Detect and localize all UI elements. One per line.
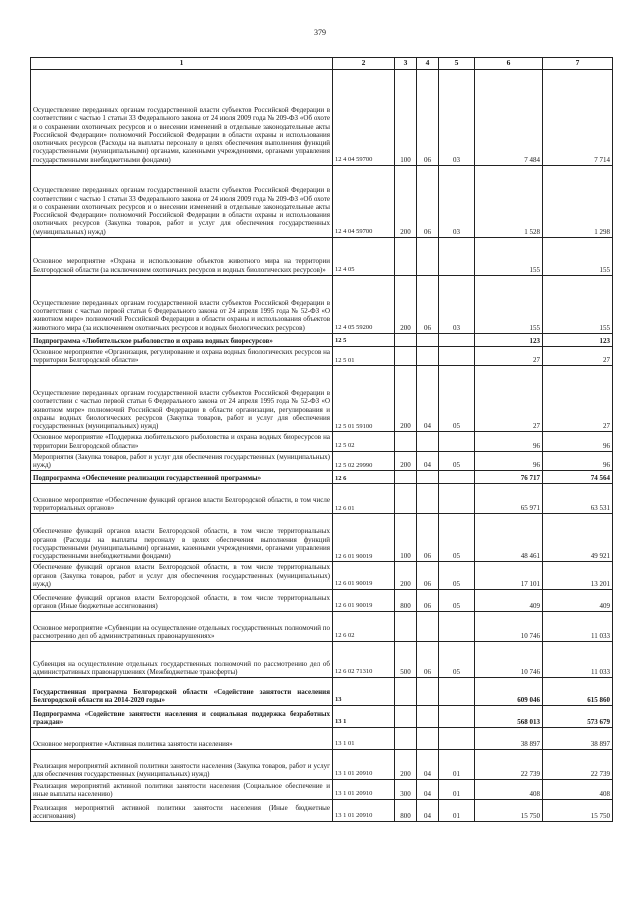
table-row: [31, 451, 613, 471]
row-section-cell: [417, 333, 439, 346]
row-amount-year2-cell: 7 714: [543, 69, 613, 165]
row-amount-year1-cell: 27: [475, 346, 543, 366]
row-amount-year2-cell: 13 201: [543, 562, 613, 590]
table-row: [31, 750, 613, 780]
row-subsection-cell: 01: [439, 750, 475, 780]
row-section-cell: 04: [417, 800, 439, 822]
row-amount-year1-cell: 10 746: [475, 612, 543, 642]
row-code-cell: 13 1: [333, 706, 395, 728]
row-subsection-cell: 03: [439, 69, 475, 165]
row-amount-year1-cell: 96: [475, 432, 543, 452]
row-amount-year2-cell: 63 531: [543, 484, 613, 514]
row-name-cell: Подпрограмма «Любительское рыболовство и охрана водных биоресурсов»: [31, 333, 333, 346]
row-code-cell: 12 4 04 59700: [333, 165, 395, 237]
table-row: [31, 642, 613, 678]
row-subsection-cell: [439, 728, 475, 750]
table-row: [31, 514, 613, 562]
row-expense-type-cell: 300: [395, 780, 417, 800]
row-amount-year2-cell: 1 298: [543, 165, 613, 237]
row-section-cell: [417, 237, 439, 275]
header-col-7: 7: [543, 58, 613, 70]
row-amount-year2-cell: 15 750: [543, 800, 613, 822]
row-amount-year2-cell: 123: [543, 333, 613, 346]
table-row: [31, 562, 613, 590]
row-amount-year2-cell: 155: [543, 237, 613, 275]
row-section-cell: 04: [417, 750, 439, 780]
row-amount-year1-cell: 155: [475, 275, 543, 333]
row-subsection-cell: 01: [439, 780, 475, 800]
row-section-cell: 06: [417, 562, 439, 590]
row-amount-year2-cell: 408: [543, 780, 613, 800]
table-row: [31, 237, 613, 275]
table-row: [31, 432, 613, 452]
row-amount-year1-cell: 568 013: [475, 706, 543, 728]
table-row: [31, 484, 613, 514]
row-name-cell: Основное мероприятие «Субвенции на осуществление отдельных государственных полномочий по рассмотрению дел об административных правонарушениях»: [31, 612, 333, 642]
row-expense-type-cell: [395, 333, 417, 346]
row-subsection-cell: 01: [439, 800, 475, 822]
row-expense-type-cell: 800: [395, 590, 417, 612]
row-section-cell: 06: [417, 165, 439, 237]
row-name-cell: Осуществление переданных органам государственной власти субъектов Российской Федерации в соответствии с частью первой статьи 6 Федерального закона от 24 апреля 1995 года № 52-ФЗ «О животном мире» полномочий Российской Федерации в области организации, регулирования и охраны водных биологических ресурсов (Закупка товаров, работ и услуг для обеспечения государственных (муниципальных) нужд): [31, 366, 333, 432]
row-amount-year2-cell: 573 679: [543, 706, 613, 728]
page-number: 379: [314, 28, 326, 37]
row-section-cell: [417, 612, 439, 642]
row-code-cell: 12 6 01 90019: [333, 590, 395, 612]
row-code-cell: 12 6 01 90019: [333, 562, 395, 590]
row-section-cell: [417, 471, 439, 484]
row-code-cell: 13 1 01 20910: [333, 750, 395, 780]
row-amount-year2-cell: 11 033: [543, 642, 613, 678]
row-code-cell: 13 1 01 20910: [333, 800, 395, 822]
row-expense-type-cell: 100: [395, 514, 417, 562]
table-row: [31, 346, 613, 366]
row-code-cell: 12 4 05: [333, 237, 395, 275]
row-amount-year2-cell: 615 860: [543, 678, 613, 706]
row-expense-type-cell: [395, 612, 417, 642]
row-expense-type-cell: 800: [395, 800, 417, 822]
row-section-cell: 04: [417, 451, 439, 471]
row-code-cell: 12 5 01: [333, 346, 395, 366]
row-section-cell: [417, 346, 439, 366]
row-expense-type-cell: [395, 706, 417, 728]
row-subsection-cell: [439, 612, 475, 642]
row-name-cell: Основное мероприятие «Обеспечение функций органов власти Белгородской области, в том числе территориальных органов»: [31, 484, 333, 514]
row-expense-type-cell: 500: [395, 642, 417, 678]
row-subsection-cell: [439, 678, 475, 706]
row-name-cell: Подпрограмма «Обеспечение реализации государственной программы»: [31, 471, 333, 484]
row-amount-year2-cell: 96: [543, 451, 613, 471]
table-row: [31, 612, 613, 642]
row-code-cell: 12 6: [333, 471, 395, 484]
row-amount-year1-cell: 1 528: [475, 165, 543, 237]
row-subsection-cell: [439, 346, 475, 366]
row-name-cell: Субвенция на осуществление отдельных государственных полномочий по рассмотрению дел об административных правонарушениях (Межбюджетные трансферты): [31, 642, 333, 678]
row-code-cell: 12 5 02: [333, 432, 395, 452]
row-subsection-cell: 05: [439, 451, 475, 471]
row-section-cell: 06: [417, 590, 439, 612]
header-col-4: 4: [417, 58, 439, 70]
row-subsection-cell: 05: [439, 366, 475, 432]
row-name-cell: Реализация мероприятий активной политики занятости населения (Закупка товаров, работ и услуг для обеспечения государственных (муниципальных) нужд): [31, 750, 333, 780]
row-name-cell: Основное мероприятие «Поддержка любительского рыболовства и охрана водных биоресурсов на территории Белгородской области»: [31, 432, 333, 452]
table-row: [31, 706, 613, 728]
row-amount-year1-cell: 155: [475, 237, 543, 275]
row-section-cell: 06: [417, 69, 439, 165]
row-amount-year1-cell: 76 717: [475, 471, 543, 484]
row-name-cell: Осуществление переданных органам государственной власти субъектов Российской Федерации в соответствии с частью первой статьи 6 Федерального закона от 24 апреля 1995 года № 52-ФЗ «О животном мире» полномочий Российской Федерации в области охраны и использования объектов животного мира (за исключением охотничьих ресурсов и водных биологических ресурсов): [31, 275, 333, 333]
row-code-cell: 12 4 04 59700: [333, 69, 395, 165]
header-col-6: 6: [475, 58, 543, 70]
row-amount-year2-cell: 409: [543, 590, 613, 612]
header-col-5: 5: [439, 58, 475, 70]
row-name-cell: Обеспечение функций органов власти Белгородской области, в том числе территориальных органов (Расходы на выплаты персоналу в целях обеспечения выполнения функций государственными (муниципальными) органами, казенными учреждениями, органами управления государственными внебюджетными фондами): [31, 514, 333, 562]
row-code-cell: 12 6 01 90019: [333, 514, 395, 562]
row-section-cell: 06: [417, 642, 439, 678]
row-name-cell: Осуществление переданных органам государственной власти субъектов Российской Федерации в соответствии с частью 1 статьи 33 Федерального закона от 24 июля 2009 года № 209-ФЗ «Об охоте и о сохранении охотничьих ресурсов и о внесении изменений в отдельные законодательные акты Российской Федерации» полномочий Российской Федерации в области охраны и использования охотничьих ресурсов (Закупка товаров, работ и услуг для обеспечения государственных (муниципальных) нужд): [31, 165, 333, 237]
row-section-cell: 04: [417, 780, 439, 800]
row-name-cell: Обеспечение функций органов власти Белгородской области, в том числе территориальных органов (Закупка товаров, работ и услуг для обеспечения государственных (муниципальных) нужд): [31, 562, 333, 590]
row-name-cell: Мероприятия (Закупка товаров, работ и услуг для обеспечения государственных (муниципальных) нужд): [31, 451, 333, 471]
row-amount-year2-cell: 27: [543, 366, 613, 432]
table-row: [31, 275, 613, 333]
row-amount-year2-cell: 155: [543, 275, 613, 333]
row-subsection-cell: 05: [439, 590, 475, 612]
row-subsection-cell: [439, 237, 475, 275]
row-subsection-cell: [439, 432, 475, 452]
row-expense-type-cell: 200: [395, 275, 417, 333]
row-name-cell: Реализация мероприятий активной политики занятости населения (Иные бюджетные ассигнования): [31, 800, 333, 822]
row-subsection-cell: 05: [439, 562, 475, 590]
row-amount-year2-cell: 11 033: [543, 612, 613, 642]
row-subsection-cell: 05: [439, 642, 475, 678]
row-amount-year1-cell: 7 484: [475, 69, 543, 165]
table-row: [31, 728, 613, 750]
row-name-cell: Реализация мероприятий активной политики занятости населения (Социальное обеспечение и иные выплаты населению): [31, 780, 333, 800]
row-subsection-cell: 03: [439, 275, 475, 333]
table-row: [31, 165, 613, 237]
row-subsection-cell: [439, 471, 475, 484]
row-code-cell: 12 6 02 71310: [333, 642, 395, 678]
header-col-3: 3: [395, 58, 417, 70]
row-section-cell: [417, 484, 439, 514]
row-section-cell: 06: [417, 514, 439, 562]
row-amount-year1-cell: 22 739: [475, 750, 543, 780]
row-code-cell: 12 6 01: [333, 484, 395, 514]
row-amount-year1-cell: 17 101: [475, 562, 543, 590]
row-code-cell: 13 1 01: [333, 728, 395, 750]
row-subsection-cell: [439, 706, 475, 728]
budget-table: [30, 57, 613, 822]
row-code-cell: 12 5: [333, 333, 395, 346]
row-expense-type-cell: [395, 678, 417, 706]
table-row: [31, 366, 613, 432]
row-expense-type-cell: 200: [395, 750, 417, 780]
row-section-cell: 04: [417, 366, 439, 432]
row-name-cell: Государственная программа Белгородской области «Содействие занятости населения Белгородской области на 2014-2020 годы»: [31, 678, 333, 706]
row-subsection-cell: [439, 484, 475, 514]
row-amount-year1-cell: 96: [475, 451, 543, 471]
row-section-cell: 06: [417, 275, 439, 333]
table-row: [31, 333, 613, 346]
table-row: [31, 780, 613, 800]
row-code-cell: 12 5 01 59100: [333, 366, 395, 432]
row-amount-year1-cell: 65 971: [475, 484, 543, 514]
row-expense-type-cell: [395, 484, 417, 514]
row-name-cell: Подпрограмма «Содействие занятости населения и социальная поддержка безработных граждан»: [31, 706, 333, 728]
row-expense-type-cell: [395, 471, 417, 484]
row-expense-type-cell: 200: [395, 562, 417, 590]
row-name-cell: Обеспечение функций органов власти Белгородской области, в том числе территориальных органов (Иные бюджетные ассигнования): [31, 590, 333, 612]
row-amount-year1-cell: 15 750: [475, 800, 543, 822]
row-subsection-cell: 03: [439, 165, 475, 237]
row-expense-type-cell: 200: [395, 165, 417, 237]
row-amount-year2-cell: 96: [543, 432, 613, 452]
header-col-2: 2: [333, 58, 395, 70]
row-expense-type-cell: 100: [395, 69, 417, 165]
table-header-row: [31, 58, 613, 70]
row-name-cell: Основное мероприятие «Организация, регулирование и охрана водных биологических ресурсов на территории Белгородской области»: [31, 346, 333, 366]
table-row: [31, 590, 613, 612]
row-code-cell: 12 5 02 29990: [333, 451, 395, 471]
row-code-cell: 13 1 01 20910: [333, 780, 395, 800]
row-section-cell: [417, 432, 439, 452]
row-expense-type-cell: [395, 346, 417, 366]
row-amount-year2-cell: 49 921: [543, 514, 613, 562]
row-amount-year1-cell: 38 897: [475, 728, 543, 750]
row-amount-year1-cell: 609 046: [475, 678, 543, 706]
row-name-cell: Основное мероприятие «Активная политика занятости населения»: [31, 728, 333, 750]
row-amount-year2-cell: 38 897: [543, 728, 613, 750]
table-body: [31, 69, 613, 821]
row-code-cell: 12 4 05 59200: [333, 275, 395, 333]
row-amount-year2-cell: 74 564: [543, 471, 613, 484]
header-col-1: 1: [31, 58, 333, 70]
row-code-cell: 12 6 02: [333, 612, 395, 642]
row-section-cell: [417, 706, 439, 728]
table-row: [31, 678, 613, 706]
row-amount-year1-cell: 10 746: [475, 642, 543, 678]
row-subsection-cell: [439, 333, 475, 346]
row-amount-year2-cell: 27: [543, 346, 613, 366]
row-section-cell: [417, 728, 439, 750]
row-amount-year1-cell: 408: [475, 780, 543, 800]
row-subsection-cell: 05: [439, 514, 475, 562]
table-row: [31, 471, 613, 484]
row-expense-type-cell: [395, 237, 417, 275]
row-amount-year1-cell: 27: [475, 366, 543, 432]
row-name-cell: Основное мероприятие «Охрана и использование объектов животного мира на территории Белгородской области (за исключением охотничьих ресурсов и водных биологических ресурсов)»: [31, 237, 333, 275]
row-amount-year1-cell: 48 461: [475, 514, 543, 562]
table-row: [31, 69, 613, 165]
row-expense-type-cell: 200: [395, 366, 417, 432]
row-expense-type-cell: [395, 432, 417, 452]
row-expense-type-cell: 200: [395, 451, 417, 471]
row-expense-type-cell: [395, 728, 417, 750]
row-name-cell: Осуществление переданных органам государственной власти субъектов Российской Федерации в соответствии с частью 1 статьи 33 Федерального закона от 24 июля 2009 года № 209-ФЗ «Об охоте и о сохранении охотничьих ресурсов и о внесении изменений в отдельные законодательные акты Российской Федерации» полномочий Российской Федерации в области охраны и использования охотничьих ресурсов (Расходы на выплаты персоналу в целях обеспечения выполнения функций государственными (муниципальными) органами, казенными учреждениями, органами управления государственными внебюджетными фондами): [31, 69, 333, 165]
row-amount-year1-cell: 409: [475, 590, 543, 612]
table-row: [31, 800, 613, 822]
row-amount-year1-cell: 123: [475, 333, 543, 346]
row-code-cell: 13: [333, 678, 395, 706]
row-amount-year2-cell: 22 739: [543, 750, 613, 780]
row-section-cell: [417, 678, 439, 706]
